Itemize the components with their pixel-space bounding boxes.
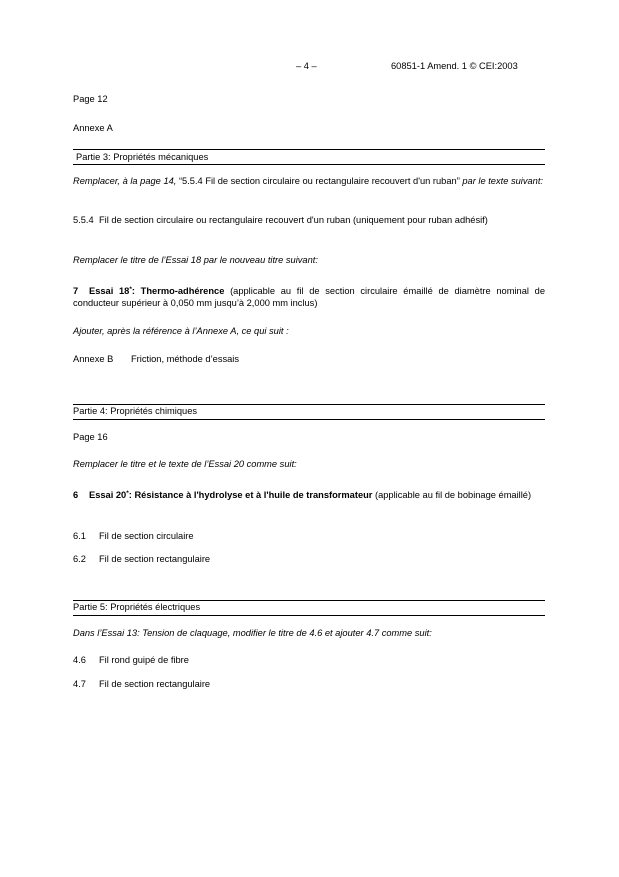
part3-bottom-rule — [73, 164, 545, 165]
list-item — [73, 554, 210, 566]
part4-heading: Partie 4: Propriétés chimiques — [73, 406, 198, 416]
instruction-1-quote: “5.5.4 Fil de section circulaire ou rectangulaire recouvert d'un ruban” — [176, 176, 460, 186]
test18-asterisk: * — [129, 286, 132, 293]
test18-title-a: Essai 18 — [89, 286, 130, 296]
part3-heading: Partie 3: Propriétés mécaniques — [76, 152, 209, 162]
test20-title — [73, 490, 545, 502]
part3-top-rule — [73, 149, 545, 150]
item-text: Fil de section circulaire — [99, 531, 194, 541]
item-number: 4.7 — [73, 679, 86, 689]
test20-title-b: : Résistance à l'hydrolyse et à l'huile de transformateur — [128, 490, 373, 500]
list-item — [73, 655, 189, 667]
test20-asterisk: * — [126, 490, 129, 497]
part4-top-rule — [73, 404, 545, 405]
part5-top-rule — [73, 600, 545, 601]
clause-text: Fil de section circulaire ou rectangulaire recouvert d'un ruban (uniquement pour ruban adhésif) — [99, 215, 488, 225]
part5-instruction: Dans l’Essai 13: Tension de claquage, modifier le titre de 4.6 et ajouter 4.7 comme suit: — [73, 628, 432, 638]
item-number: 4.6 — [73, 655, 86, 665]
annex-b-title: Friction, méthode d’essais — [131, 354, 239, 364]
page-reference: Page 12 — [73, 94, 108, 104]
part4-instruction: Remplacer le titre et le texte de l’Essai 20 comme suit: — [73, 459, 297, 469]
annex-reference: Annexe A — [73, 123, 113, 133]
annex-b — [73, 354, 239, 366]
part3-instruction-1 — [73, 176, 545, 188]
item-text: Fil de section rectangulaire — [99, 679, 211, 689]
item-number: 6.1 — [73, 531, 86, 541]
annex-b-label: Annexe B — [73, 354, 114, 364]
item-number: 6.2 — [73, 554, 86, 564]
instruction-1-tail: par le texte suivant: — [459, 176, 543, 186]
item-text: Fil rond guipé de fibre — [99, 655, 189, 665]
list-item — [73, 531, 194, 543]
test20-title-a: Essai 20 — [89, 490, 127, 500]
part3-instruction-2: Remplacer le titre de l’Essai 18 par le nouveau titre suivant: — [73, 255, 318, 265]
clause-number: 5.5.4 — [73, 215, 94, 225]
part3-instruction-3: Ajouter, après la référence à l’Annexe A, ce qui suit : — [73, 326, 289, 336]
test18-title-b: : Thermo-adhérence — [131, 286, 225, 296]
part5-heading: Partie 5: Propriétés électriques — [73, 602, 201, 612]
test20-description: (applicable au fil de bobinage émaillé) — [372, 490, 532, 500]
test18-description: (applicable au fil de section circulaire émaillé de diamètre nominal de conducteur supérieur à 0,050 mm jusqu’à 2,000 mm inclus) — [73, 286, 545, 308]
test18-title — [73, 286, 545, 309]
instruction-1-lead: Remplacer, à la page 14, — [73, 176, 177, 186]
test20-number: 6 — [73, 490, 79, 500]
item-text: Fil de section rectangulaire — [99, 554, 211, 564]
part5-bottom-rule — [73, 615, 545, 616]
clause-5-5-4 — [73, 215, 545, 227]
part4-bottom-rule — [73, 419, 545, 420]
list-item — [73, 679, 210, 691]
document-reference: 60851-1 Amend. 1 © CEI:2003 — [391, 61, 518, 71]
part4-page-reference: Page 16 — [73, 432, 108, 442]
page-number: – 4 – — [296, 61, 317, 71]
test18-number: 7 — [73, 286, 79, 296]
